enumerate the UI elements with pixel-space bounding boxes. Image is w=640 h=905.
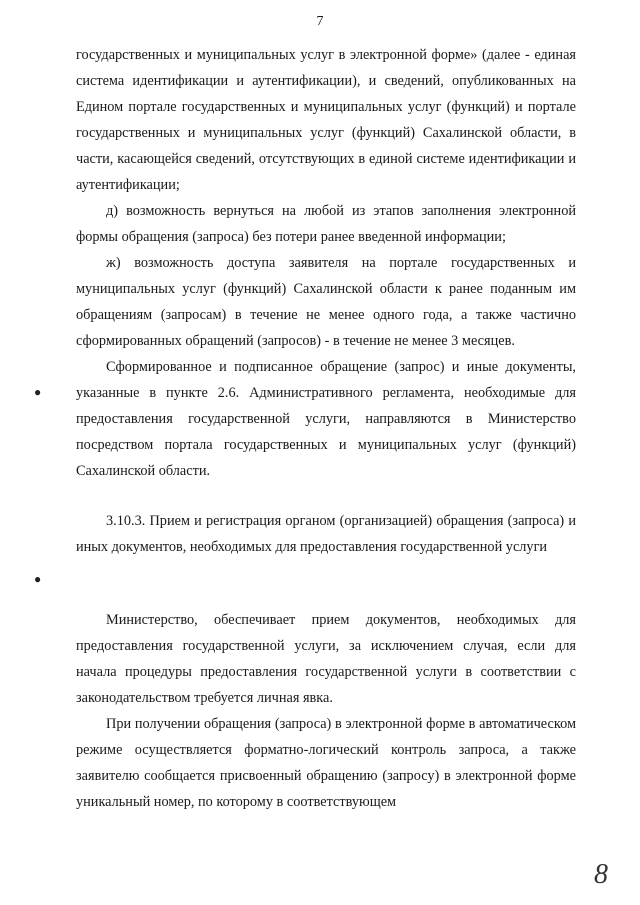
section-heading-block [76, 508, 576, 560]
paragraph-electronic-receipt: При получении обращения (запроса) в электронной форме в автоматическом режиме осуществляется форматно-логический контроль запроса, а также заявителю сообщается присвоенный обращению (запросу) в электронной форме уникальный номер, по которому в соответствующем [76, 716, 576, 810]
paragraph-item-zh: ж) возможность доступа заявителя на портале государственных и муниципальных услуг (функций) Сахалинской области к ранее поданным им обращениям (запросам) в течение не менее одного года, а также частично сформированных обращений (запросов) - в течение не менее 3 месяцев. [76, 255, 576, 349]
paragraph-item-d: д) возможность вернуться на любой из этапов заполнения электронной формы обращения (запроса) без потери ранее введенной информации; [76, 203, 576, 245]
paragraph-ministry-acceptance: Министерство, обеспечивает прием документов, необходимых для предоставления государственной услуги, за исключением случая, если для начала процедуры предоставления государственной услуги в соответствии с законодательством требуется личная явка. [76, 612, 576, 706]
punch-hole-mark-icon: ● [34, 385, 42, 399]
punch-hole-mark-icon: ● [34, 572, 42, 586]
section-heading: 3.10.3. Прием и регистрация органом (организацией) обращения (запроса) и иных документов, необходимых для предоставления государственной услуги [76, 513, 576, 555]
handwritten-page-mark: 8 [594, 859, 608, 890]
page-number: 7 [316, 14, 324, 29]
paragraph-submission: Сформированное и подписанное обращение (запрос) и иные документы, указанные в пункте 2.6. Административного регламента, необходимые для предоставления государственной услуги, направляются в Министерство посредством портала государственных и муниципальных услуг (функций) Сахалинской области. [76, 359, 576, 479]
text-block-continuation [76, 42, 576, 484]
paragraph-identification-continued: государственных и муниципальных услуг в электронной форме» (далее - единая система идентификации и аутентификации), и сведений, опубликованных на Едином портале государственных и муниципальных услуг (функций) и портале государственных и муниципальных услуг (функций) Сахалинской области, в части, касающейся сведений, отсутствующих в единой системе идентификации и аутентификации; [76, 47, 576, 193]
text-block-section-body [76, 607, 576, 815]
